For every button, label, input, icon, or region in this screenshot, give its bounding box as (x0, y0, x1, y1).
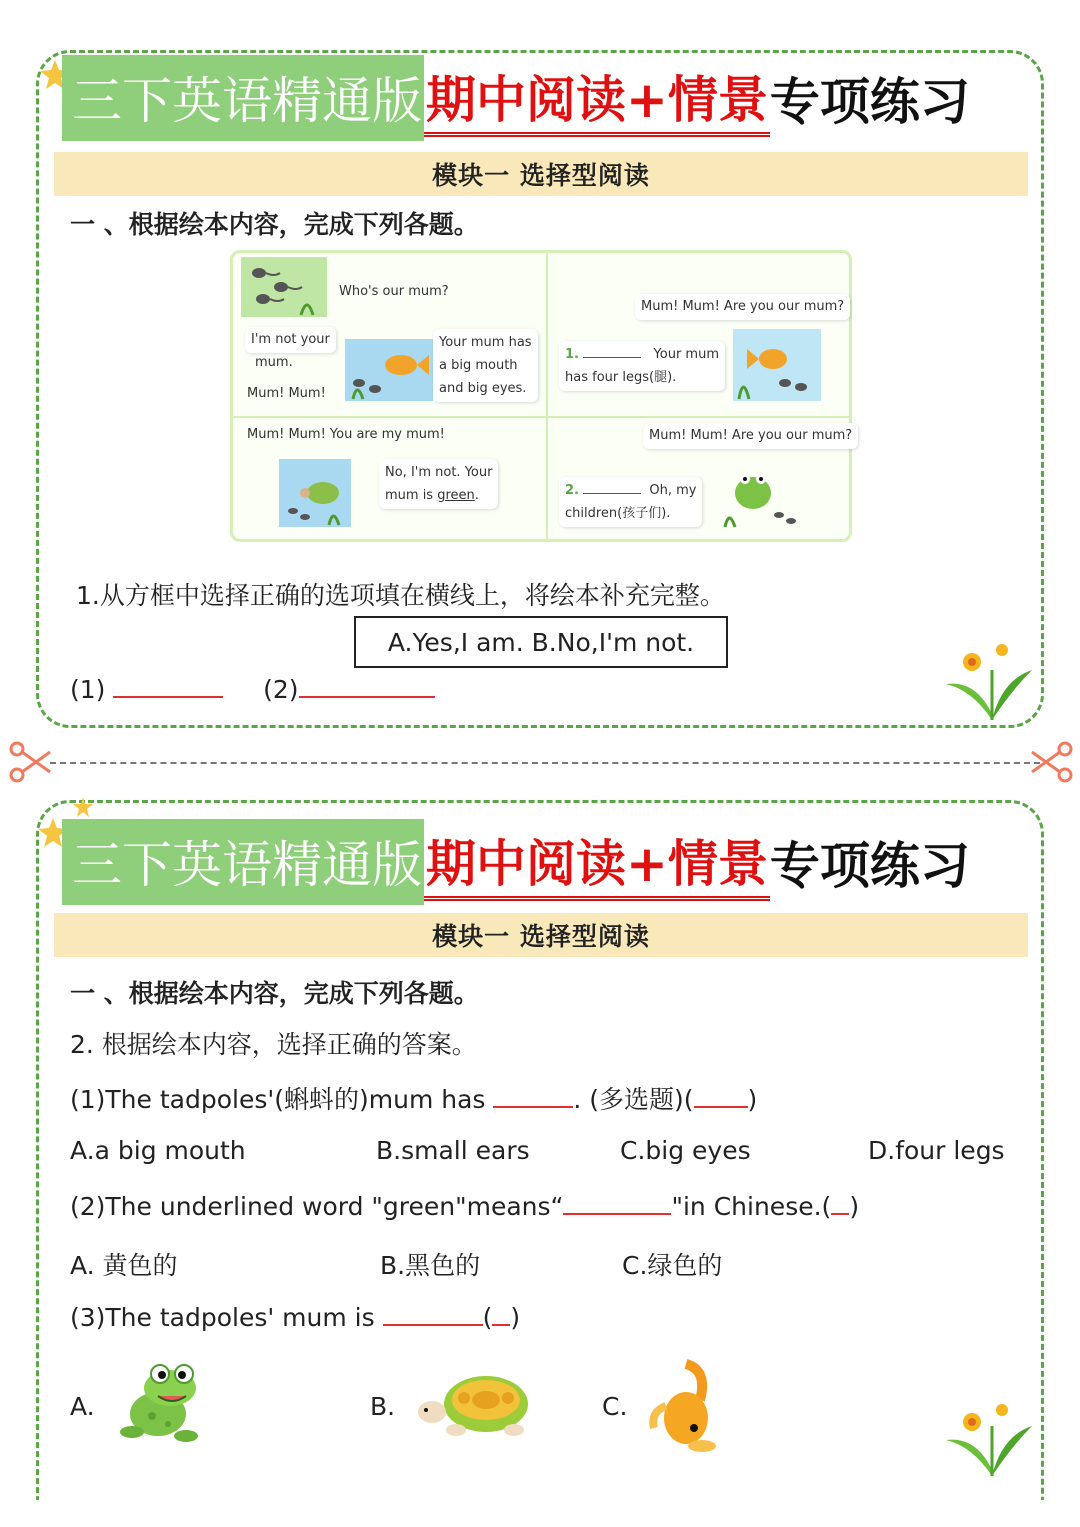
answer-blank[interactable] (563, 1191, 671, 1215)
frog-picture (717, 459, 801, 529)
comic-text: Mum! Mum! Are you our mum? (643, 423, 858, 449)
question-text: . (多选题)( (573, 1085, 694, 1114)
answer-blank[interactable] (694, 1084, 748, 1108)
section-heading-1: 一 、根据绘本内容，完成下列各题。 (70, 210, 479, 239)
comic-text: children(孩子们). (565, 506, 671, 521)
question-text: ) (510, 1303, 521, 1332)
module-bar-1: 模块一 选择型阅读 (54, 152, 1028, 196)
comic-text: and big eyes. (439, 381, 527, 396)
question-text: (1)The tadpoles'(蝌蚪的)mum has (70, 1085, 486, 1114)
picture-book-comic (230, 250, 852, 542)
option-item: D.four legs (868, 1136, 1005, 1165)
comic-text: has four legs(腿). (565, 370, 677, 385)
comic-text: Who's our mum? (339, 284, 449, 299)
blank-label: (1) (70, 675, 106, 704)
answer-row-1 (70, 674, 435, 704)
underlined-word-green: green (437, 488, 475, 503)
comic-text: . (474, 488, 479, 503)
blank-number: 1. (565, 347, 579, 362)
goldfish-picture (733, 329, 821, 401)
title-part-c: 专项练习 (769, 73, 970, 131)
comic-text: Oh, my (649, 483, 697, 498)
question-2-3 (70, 1302, 520, 1332)
question-text: ) (747, 1085, 758, 1114)
comic-text: Mum! Mum! You are my mum! (247, 427, 445, 442)
comic-text: a big mouth (439, 358, 518, 373)
question-1: 1.从方框中选择正确的选项填在横线上，将绘本补充完整。 (76, 581, 725, 610)
cut-line (50, 762, 1040, 764)
scissors-icon (1030, 740, 1074, 784)
option-label: C. (602, 1392, 628, 1421)
frog-icon (112, 1358, 208, 1448)
comic-text: mum is (385, 488, 438, 503)
turtle-icon (416, 1368, 534, 1442)
tadpoles-picture (241, 257, 327, 317)
option-item: B.small ears (376, 1136, 530, 1165)
title-part-c: 专项练习 (769, 837, 970, 895)
question-text: ( (482, 1303, 493, 1332)
module-bar-2: 模块一 选择型阅读 (54, 913, 1028, 957)
comic-text: Your mum has (439, 335, 532, 350)
fish-and-tadpoles-picture (345, 339, 433, 401)
option-item: C.绿色的 (622, 1251, 723, 1280)
comic-text: Mum! Mum! Are you our mum? (635, 294, 850, 320)
answer-blank[interactable] (831, 1191, 849, 1215)
question-2-2 (70, 1191, 859, 1221)
options-box: A.Yes,I am. B.No,I'm not. (354, 616, 728, 668)
title-part-b: 期中阅读+情景 (424, 60, 770, 137)
title-part-a: 三下英语精通版 (62, 819, 424, 905)
blank-number: 2. (565, 483, 579, 498)
page-title-1 (62, 58, 970, 138)
answer-blank[interactable] (383, 1302, 483, 1326)
comic-bubble (559, 341, 725, 391)
option-item: A.a big mouth (70, 1136, 246, 1165)
option-item: C.big eyes (620, 1136, 751, 1165)
flower-icon (946, 640, 1038, 722)
answer-blank[interactable] (113, 674, 223, 698)
question-text: "in Chinese.( (671, 1192, 832, 1221)
option-item: B.黑色的 (380, 1251, 481, 1280)
option-label: B. (370, 1392, 396, 1421)
comic-bubble (559, 477, 702, 527)
comic-text: mum. (255, 355, 293, 370)
comic-bubble (433, 329, 538, 402)
section-heading-2: 一 、根据绘本内容，完成下列各题。 (70, 979, 479, 1008)
goldfish-icon (646, 1356, 726, 1454)
comic-text: No, I'm not. Your (385, 465, 493, 480)
title-part-a: 三下英语精通版 (62, 55, 424, 141)
answer-blank[interactable] (299, 674, 435, 698)
comic-bubble (379, 459, 498, 509)
option-label: A. (70, 1392, 95, 1421)
question-text: (2)The underlined word "green"means“ (70, 1192, 564, 1221)
scissors-icon (8, 740, 52, 784)
turtle-picture (279, 459, 351, 527)
option-item: A. 黄色的 (70, 1251, 178, 1280)
answer-blank[interactable] (493, 1084, 573, 1108)
blank-label: (2) (263, 675, 299, 704)
flower-icon (946, 1400, 1038, 1476)
question-text: ) (849, 1192, 860, 1221)
page-title-2 (62, 822, 970, 902)
question-2: 2. 根据绘本内容，选择正确的答案。 (70, 1030, 477, 1059)
comic-text: I'm not your (245, 327, 336, 353)
question-text: (3)The tadpoles' mum is (70, 1303, 375, 1332)
title-part-b: 期中阅读+情景 (424, 824, 770, 901)
question-2-1 (70, 1080, 757, 1116)
comic-text: Mum! Mum! (247, 386, 326, 401)
star-icon (72, 796, 94, 818)
comic-text: Your mum (653, 347, 719, 362)
answer-blank[interactable] (492, 1302, 510, 1326)
